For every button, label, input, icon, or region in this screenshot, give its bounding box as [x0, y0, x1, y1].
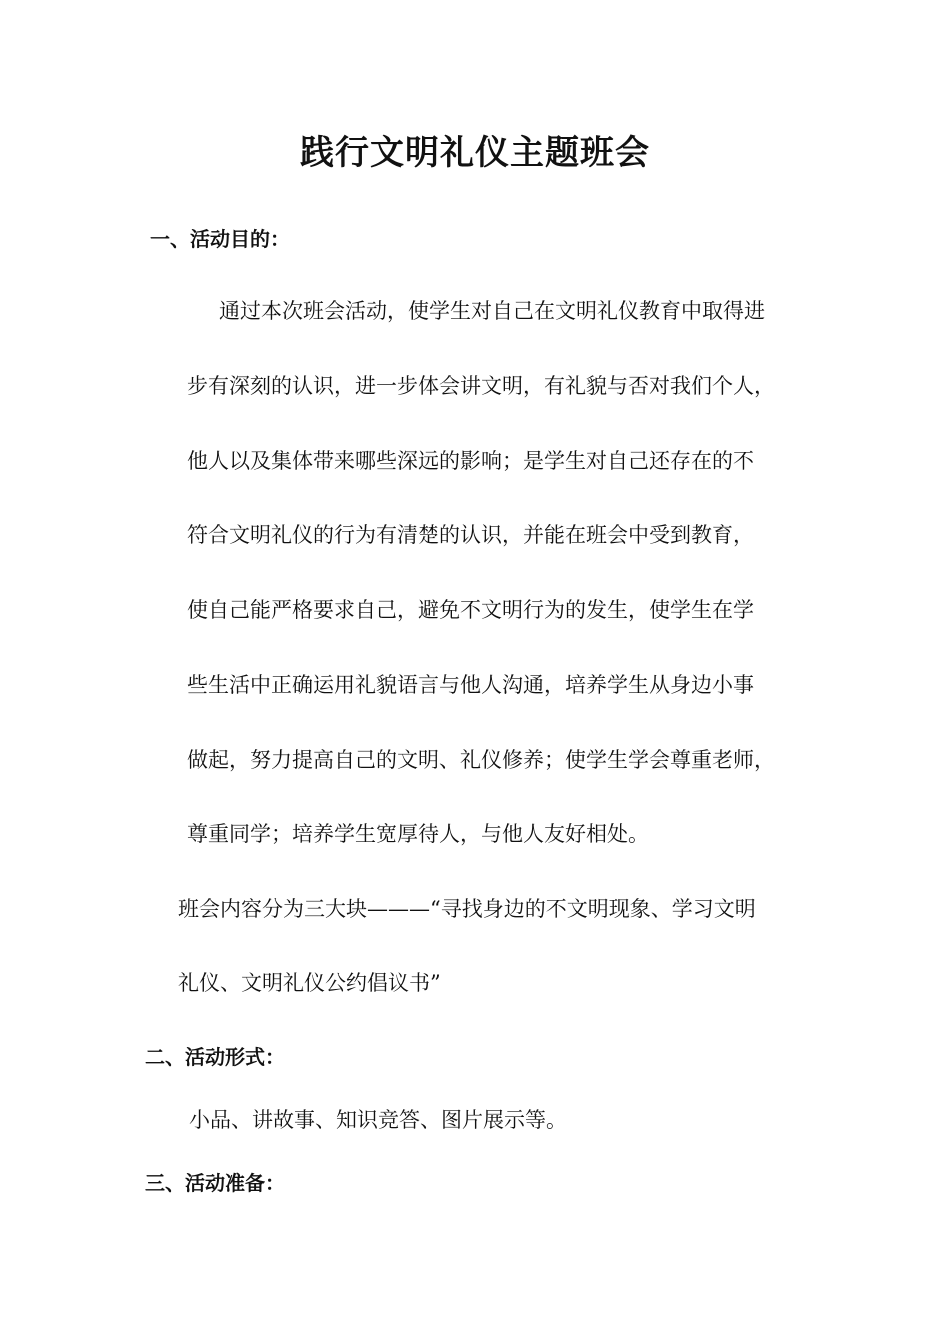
section-heading-purpose: 一、活动目的： [150, 227, 290, 251]
paragraph-line: 步有深刻的认识，进一步体会讲文明，有礼貌与否对我们个人， [187, 374, 775, 398]
content-line: 礼仪、文明礼仪公约倡议书” [178, 971, 441, 995]
format-text: 小品、讲故事、知识竞答、图片展示等。 [189, 1108, 567, 1132]
paragraph-line: 做起，努力提高自己的文明、礼仪修养；使学生学会尊重老师， [187, 748, 775, 772]
section-heading-format: 二、活动形式： [145, 1045, 285, 1069]
paragraph-line: 通过本次班会活动，使学生对自己在文明礼仪教育中取得进 [219, 299, 765, 323]
paragraph-line: 他人以及集体带来哪些深远的影响；是学生对自己还存在的不 [187, 449, 754, 473]
paragraph-line: 尊重同学；培养学生宽厚待人，与他人友好相处。 [187, 822, 649, 846]
section-heading-preparation: 三、活动准备： [145, 1171, 285, 1195]
paragraph-line: 些生活中正确运用礼貌语言与他人沟通，培养学生从身边小事 [187, 673, 754, 697]
paragraph-line: 使自己能严格要求自己，避免不文明行为的发生，使学生在学 [187, 598, 754, 622]
paragraph-line: 符合文明礼仪的行为有清楚的认识，并能在班会中受到教育， [187, 523, 754, 547]
content-line: 班会内容分为三大块———“寻找身边的不文明现象、学习文明 [178, 897, 756, 921]
document-title: 践行文明礼仪主题班会 [300, 133, 650, 173]
